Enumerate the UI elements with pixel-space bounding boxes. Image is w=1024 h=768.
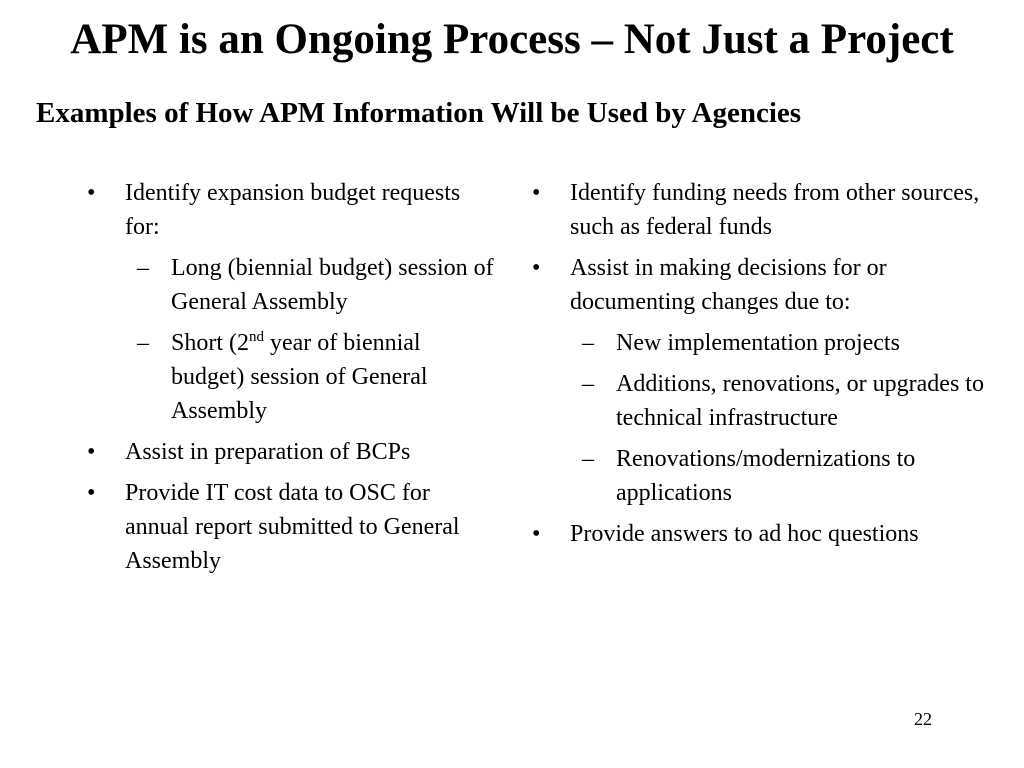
bullet-text: Provide answers to ad hoc questions [570,521,919,547]
dash-marker: – [137,255,149,281]
bullet-marker: • [532,255,541,281]
sub-bullet-item [570,442,987,510]
slide-subtitle: Examples of How APM Information Will be Used by Agencies [36,97,802,129]
sub-bullet-text: Long (biennial budget) session of General Assembly [171,255,494,315]
bullet-text: Identify funding needs from other sources, such as federal funds [570,180,980,240]
left-bullet-list [87,176,497,578]
sub-bullet-text-suffix: year of biennial budget) session of General Assembly [171,330,428,424]
slide-title: APM is an Ongoing Process – Not Just a Project [70,16,954,63]
sub-bullet-item [125,251,497,319]
dash-marker: – [582,446,594,472]
bullet-item [532,517,987,551]
sub-bullet-list [125,251,497,428]
sub-bullet-text: Additions, renovations, or upgrades to technical infrastructure [616,371,984,431]
bullet-text: Assist in preparation of BCPs [125,439,411,465]
sub-bullet-text-prefix: Short (2 [171,330,249,356]
left-column [87,176,497,585]
bullet-item [87,476,497,578]
bullet-item [87,435,497,469]
bullet-marker: • [87,439,96,465]
bullet-marker: • [87,180,96,206]
sub-bullet-item [570,326,987,360]
right-bullet-list [532,176,987,551]
bullet-text: Assist in making decisions for or documenting changes due to: [570,255,887,315]
bullet-marker: • [532,180,541,206]
ordinal-superscript: nd [249,329,264,345]
right-column [532,176,987,558]
sub-bullet-text [171,330,428,424]
bullet-marker: • [87,480,96,506]
bullet-item [87,176,497,428]
sub-bullet-text: New implementation projects [616,330,900,356]
dash-marker: – [582,371,594,397]
bullet-marker: • [532,521,541,547]
sub-bullet-text: Renovations/modernizations to applications [616,446,916,506]
page-number: 22 [914,709,932,729]
sub-bullet-item [125,326,497,428]
bullet-item [532,176,987,244]
dash-marker: – [582,330,594,356]
bullet-text: Identify expansion budget requests for: [125,180,461,240]
bullet-item [532,251,987,510]
sub-bullet-item [570,367,987,435]
bullet-text: Provide IT cost data to OSC for annual report submitted to General Assembly [125,480,460,574]
sub-bullet-list [570,326,987,510]
dash-marker: – [137,330,149,356]
